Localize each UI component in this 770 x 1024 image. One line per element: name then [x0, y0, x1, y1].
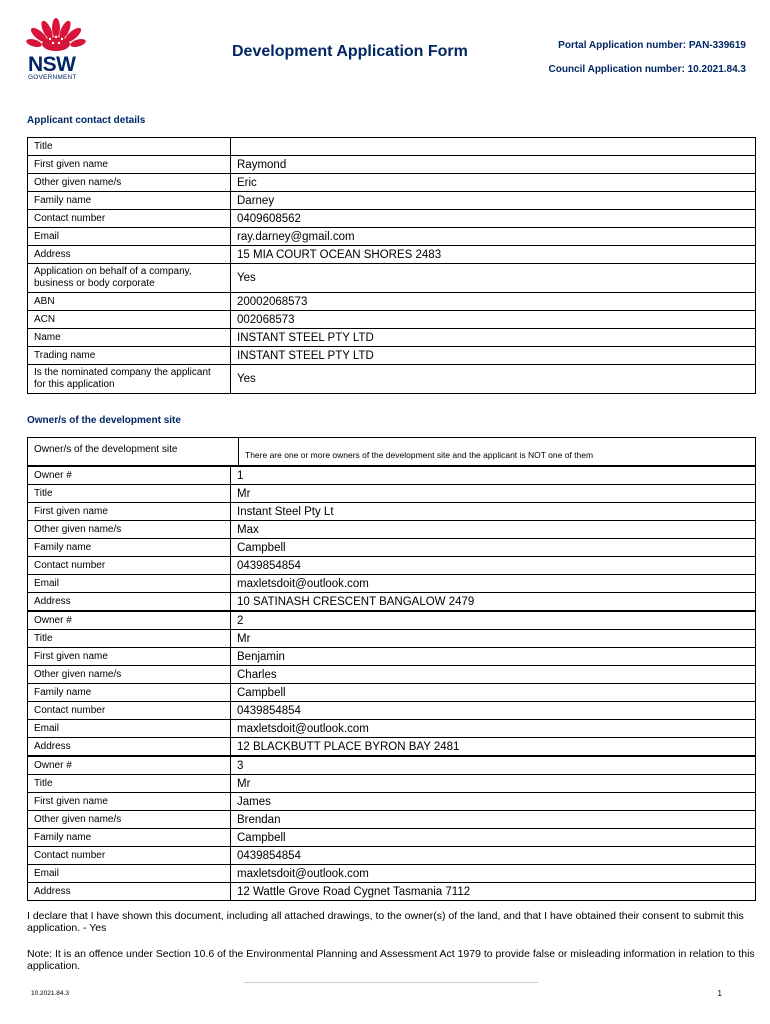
field-label: Contact number: [28, 847, 231, 865]
field-label: Contact number: [28, 702, 231, 720]
owner-row: [28, 847, 756, 865]
field-value: Mr: [231, 775, 756, 793]
field-label: Owner #: [28, 756, 231, 775]
field-label: Family name: [28, 829, 231, 847]
applicant-row: [28, 246, 756, 264]
owner-row: [28, 720, 756, 738]
owner-row: [28, 738, 756, 757]
owners-summary-label: Owner/s of the development site: [28, 438, 239, 466]
logo-government-text: GOVERNMENT: [28, 74, 77, 81]
field-value: Benjamin: [231, 648, 756, 666]
page-number: 1: [717, 989, 722, 998]
footer-reference: 10.2021.84.3: [31, 990, 69, 997]
field-value: Campbell: [231, 829, 756, 847]
field-value: 15 MIA COURT OCEAN SHORES 2483: [231, 246, 756, 264]
applicant-row: [28, 293, 756, 311]
field-value: Max: [231, 521, 756, 539]
logo-nsw-text: NSW: [28, 53, 76, 76]
owner-row: [28, 775, 756, 793]
declaration-text: I declare that I have shown this document, including all attached drawings, to the owner(s) of the land, and that I have obtained their consent to submit this application. - Yes: [27, 910, 744, 934]
owner-row: [28, 811, 756, 829]
field-value: 0439854854: [231, 557, 756, 575]
owner-row: [28, 684, 756, 702]
owner-row: [28, 648, 756, 666]
field-label: Address: [28, 246, 231, 264]
applicant-row: [28, 311, 756, 329]
field-value: maxletsdoit@outlook.com: [231, 575, 756, 593]
field-value: 002068573: [231, 311, 756, 329]
field-label: Family name: [28, 192, 231, 210]
field-value: 0439854854: [231, 702, 756, 720]
field-label: Application on behalf of a company, business or body corporate: [28, 264, 231, 293]
field-value: 1: [231, 467, 756, 485]
field-label: Contact number: [28, 210, 231, 228]
owners-section-title: Owner/s of the development site: [27, 415, 181, 426]
owner-row: [28, 539, 756, 557]
field-label: Other given name/s: [28, 666, 231, 684]
portal-application-number: Portal Application number: PAN-339619: [558, 40, 746, 51]
field-value: Instant Steel Pty Lt: [231, 503, 756, 521]
field-label: Email: [28, 228, 231, 246]
field-value: Brendan: [231, 811, 756, 829]
field-label: ABN: [28, 293, 231, 311]
field-label: Other given name/s: [28, 811, 231, 829]
applicant-row: [28, 192, 756, 210]
field-label: Family name: [28, 539, 231, 557]
field-value: Eric: [231, 174, 756, 192]
field-value: 12 Wattle Grove Road Cygnet Tasmania 7112: [231, 883, 756, 901]
owner-row: [28, 503, 756, 521]
field-value: 10 SATINASH CRESCENT BANGALOW 2479: [231, 593, 756, 612]
field-label: Contact number: [28, 557, 231, 575]
field-label: Address: [28, 883, 231, 901]
field-label: First given name: [28, 793, 231, 811]
field-label: First given name: [28, 648, 231, 666]
field-value: maxletsdoit@outlook.com: [231, 720, 756, 738]
field-label: Other given name/s: [28, 521, 231, 539]
owner-row: [28, 557, 756, 575]
owner-row: [28, 521, 756, 539]
owner-row: [28, 865, 756, 883]
field-value: 12 BLACKBUTT PLACE BYRON BAY 2481: [231, 738, 756, 757]
field-value: Yes: [231, 264, 756, 293]
field-value: Campbell: [231, 684, 756, 702]
field-label: Email: [28, 865, 231, 883]
waratah-icon: [26, 14, 86, 54]
applicant-row: [28, 210, 756, 228]
applicant-section-title: Applicant contact details: [27, 115, 146, 126]
field-label: Title: [28, 775, 231, 793]
field-value: Mr: [231, 630, 756, 648]
owner-row: [28, 611, 756, 630]
owner-row: [28, 883, 756, 901]
council-application-number: Council Application number: 10.2021.84.3: [548, 64, 746, 75]
owners-summary-table: [27, 437, 756, 466]
applicant-row: [28, 138, 756, 156]
applicant-table: [27, 137, 756, 394]
field-value: Darney: [231, 192, 756, 210]
applicant-row: [28, 228, 756, 246]
field-label: Title: [28, 138, 231, 156]
field-label: Name: [28, 329, 231, 347]
field-value: James: [231, 793, 756, 811]
applicant-row: [28, 365, 756, 394]
owner-row: [28, 756, 756, 775]
field-label: ACN: [28, 311, 231, 329]
owner-row: [28, 485, 756, 503]
field-value: Campbell: [231, 539, 756, 557]
footer-divider: [244, 982, 538, 983]
field-label: Trading name: [28, 347, 231, 365]
field-value: Raymond: [231, 156, 756, 174]
field-label: Address: [28, 593, 231, 612]
owner-row: [28, 467, 756, 485]
field-value: 0409608562: [231, 210, 756, 228]
field-value: 2: [231, 611, 756, 630]
field-value: ray.darney@gmail.com: [231, 228, 756, 246]
owner-row: [28, 630, 756, 648]
field-label: Title: [28, 485, 231, 503]
applicant-row: [28, 329, 756, 347]
field-label: Is the nominated company the applicant for this application: [28, 365, 231, 394]
applicant-row: [28, 264, 756, 293]
field-value: INSTANT STEEL PTY LTD: [231, 329, 756, 347]
owner-row: [28, 575, 756, 593]
field-label: Owner #: [28, 467, 231, 485]
owner-row: [28, 793, 756, 811]
applicant-row: [28, 347, 756, 365]
field-label: Owner #: [28, 611, 231, 630]
owner-row: [28, 829, 756, 847]
applicant-row: [28, 174, 756, 192]
field-label: Address: [28, 738, 231, 757]
field-value: [231, 138, 756, 156]
field-label: Family name: [28, 684, 231, 702]
form-title: Development Application Form: [232, 43, 468, 60]
offence-note: Note: It is an offence under Section 10.6 of the Environmental Planning and Assessment Act 1979 to provide false or misleading information in relation to this application.: [27, 948, 755, 972]
field-label: Email: [28, 720, 231, 738]
field-value: Charles: [231, 666, 756, 684]
nsw-government-logo: [26, 14, 90, 86]
field-value: maxletsdoit@outlook.com: [231, 865, 756, 883]
owner-row: [28, 702, 756, 720]
applicant-row: [28, 156, 756, 174]
owners-summary-value: There are one or more owners of the development site and the applicant is NOT one of them: [239, 438, 756, 466]
field-label: Other given name/s: [28, 174, 231, 192]
field-label: First given name: [28, 503, 231, 521]
field-value: Yes: [231, 365, 756, 394]
owner-row: [28, 593, 756, 612]
owner-row: [28, 666, 756, 684]
field-label: Title: [28, 630, 231, 648]
field-value: Mr: [231, 485, 756, 503]
field-label: Email: [28, 575, 231, 593]
field-value: 3: [231, 756, 756, 775]
field-value: INSTANT STEEL PTY LTD: [231, 347, 756, 365]
field-value: 0439854854: [231, 847, 756, 865]
field-label: First given name: [28, 156, 231, 174]
owners-table: [27, 466, 756, 901]
field-value: 20002068573: [231, 293, 756, 311]
